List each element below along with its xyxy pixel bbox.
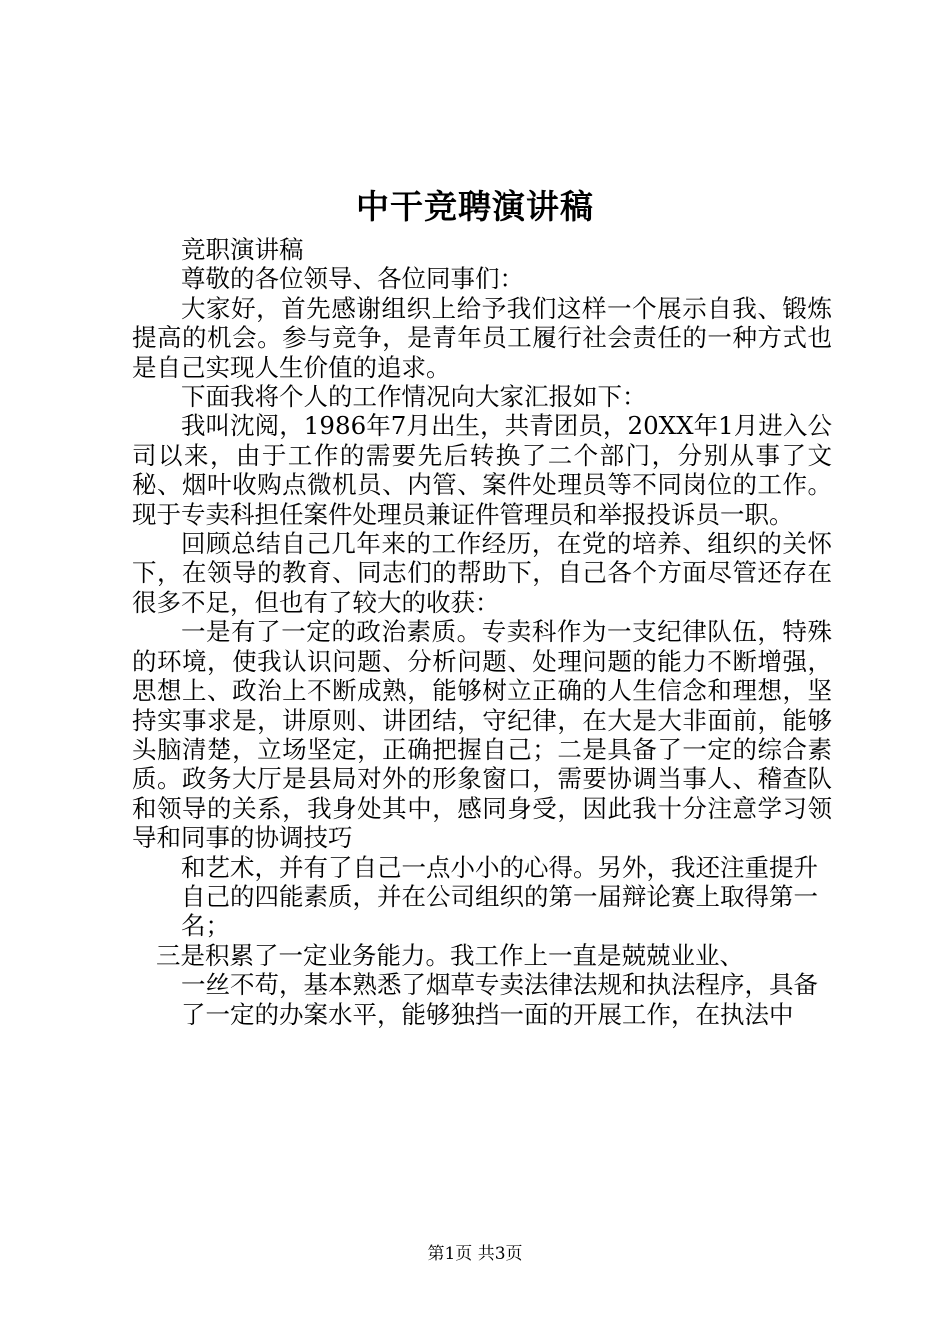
paragraph-continuation-5: 了一定的办案水平，能够独挡一面的开展工作，在执法中 <box>181 999 794 1029</box>
paragraph-continuation-2: 自己的四能素质，并在公司组织的第一届辩论赛上取得第一 <box>181 881 818 911</box>
paragraph-heading: 竞职演讲稿 <box>181 235 304 264</box>
paragraph-qualities: 一是有了一定的政治素质。专卖科作为一支纪律队伍，特殊的环境，使我认识问题、分析问题、处理问题的能力不断增强，思想上、政治上不断成熟，能够树立正确的人生信念和理想，坚持实事求是，讲原则、讲团结，守纪律，在大是大非面前，能够头脑清楚，立场坚定，正确把握自己；二是具备了一定的综合素质。政务大厅是县局对外的形象窗口，需要协调当事人、稽查队和领导的关系，我身处其中，感同身受，因此我十分注意学习领导和同事的协调技巧 <box>132 617 832 853</box>
paragraph-continuation-3: 名； <box>181 911 230 941</box>
document-title: 中干竞聘演讲稿 <box>356 187 594 226</box>
paragraph-business-ability: 三是积累了一定业务能力。我工作上一直是兢兢业业、 <box>156 940 744 970</box>
paragraph-intro: 下面我将个人的工作情况向大家汇报如下： <box>181 382 647 412</box>
page-number-footer: 第1页 共3页 <box>427 1244 523 1264</box>
document-body <box>132 235 832 1029</box>
paragraph-continuation-1: 和艺术，并有了自己一点小小的心得。另外，我还注重提升 <box>181 852 818 882</box>
paragraph-greeting: 大家好，首先感谢组织上给予我们这样一个展示自我、锻炼提高的机会。参与竞争，是青年员工履行社会责任的一种方式也是自己实现人生价值的追求。 <box>132 293 832 382</box>
paragraph-review: 回顾总结自己几年来的工作经历，在党的培养、组织的关怀下，在领导的教育、同志们的帮助下，自己各个方面尽管还存在很多不足，但也有了较大的收获： <box>132 529 832 617</box>
paragraph-salutation: 尊敬的各位领导、各位同事们： <box>181 264 524 294</box>
paragraph-self-introduction: 我叫沈阅，1986年7月出生，共青团员，20XX年1月进入公司以来，由于工作的需要先后转换了二个部门，分别从事了文秘、烟叶收购点微机员、内管、案件处理员等不同岗位的工作。现于专卖科担任案件处理员兼证件管理员和举报投诉员一职。 <box>132 411 832 529</box>
paragraph-continuation-4: 一丝不苟，基本熟悉了烟草专卖法律法规和执法程序，具备 <box>181 970 818 1000</box>
